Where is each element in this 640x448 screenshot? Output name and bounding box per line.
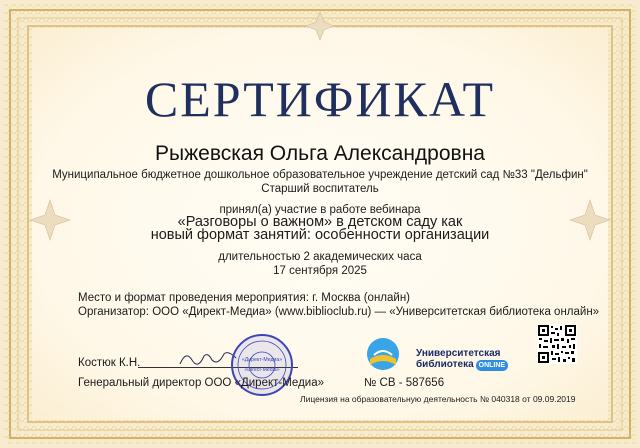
library-logo-text: Университетская библиотека ONLINE (416, 348, 508, 371)
license-info: Лицензия на образовательную деятельность № 040318 от 09.09.2019 (300, 394, 576, 404)
svg-text:«Директ-Медиа»: «Директ-Медиа» (241, 357, 283, 363)
date: 17 сентября 2025 (273, 265, 367, 277)
star-icon (306, 12, 334, 40)
signatory-name: Костюк К.Н. (78, 357, 141, 369)
institution: Муниципальное бюджетное дошкольное образовательное учреждение детский сад №33 "Дельфин" (52, 169, 588, 181)
duration: длительностью 2 академических часа (218, 251, 422, 263)
online-badge: ONLINE (476, 360, 508, 371)
participation-text: принял(а) участие в работе вебинара (219, 204, 421, 216)
certificate-number: № СВ - 587656 (364, 377, 445, 389)
recipient-name: Рыжевская Ольга Александровна (155, 142, 485, 165)
organizer: Организатор: ООО «Директ-Медиа» (www.biblioclub.ru) — «Университетская библиотека онлайн» (78, 306, 600, 318)
venue: Место и формат проведения мероприятия: г. Москва (онлайн) (78, 292, 411, 304)
position: Старший воспитатель (261, 183, 379, 195)
certificate-title: СЕРТИФИКАТ (144, 71, 496, 127)
webinar-topic-line-2: новый формат занятий: особенности организации (150, 227, 490, 243)
signature-icon (178, 346, 238, 368)
qr-code-icon (537, 324, 577, 364)
library-logo-icon (362, 337, 404, 371)
director-title: Генеральный директор ООО «Директ-Медиа» (78, 377, 325, 389)
svg-text:«Direct-Media»: «Direct-Media» (244, 367, 280, 373)
webinar-topic-line-1: «Разговоры о важном» в детском саду как (177, 214, 463, 230)
